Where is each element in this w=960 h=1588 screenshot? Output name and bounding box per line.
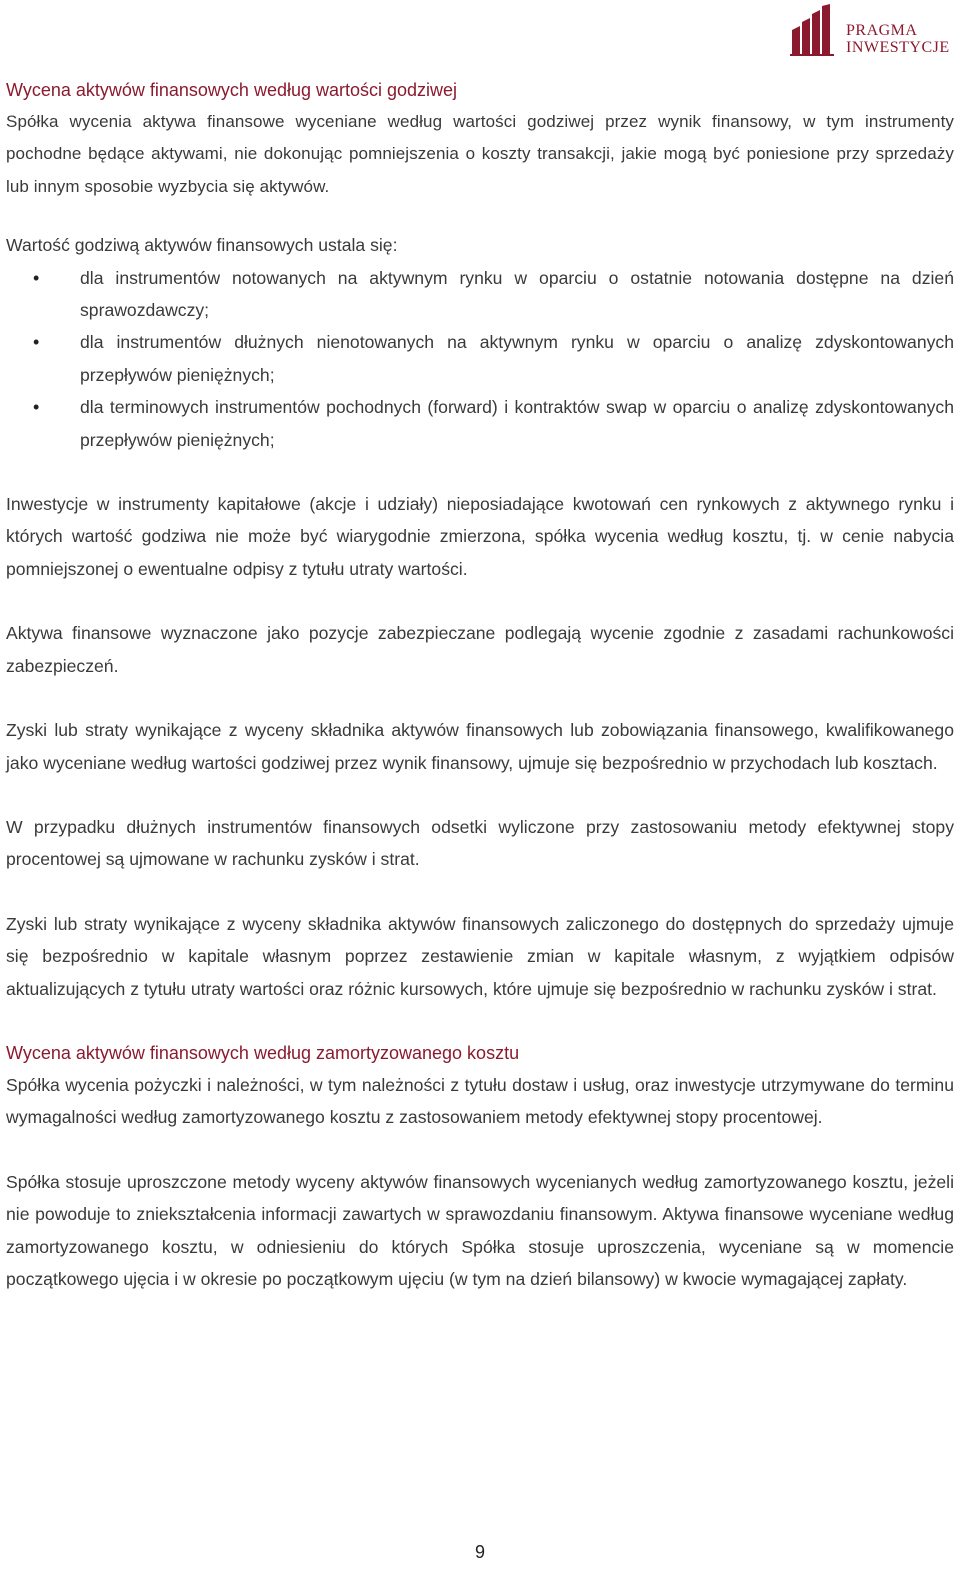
logo-line-2: INWESTYCJE — [846, 39, 950, 56]
logo-wordmark — [846, 22, 950, 56]
valuation-methods-list — [6, 262, 954, 456]
paragraph-gains-losses-afs: Zyski lub straty wynikające z wyceny składnika aktywów finansowych zaliczonego do dostępnych do sprzedaży ujmuje się bezpośrednio w kapitale własnym poprzez zestawienie zmian w kapitale własnym, z wyjątkiem odpisów aktualizujących z tytułu utraty wartości oraz różnic kursowych, które ujmuje się bezpośrednio w rachunku zysków i strat. — [6, 913, 954, 999]
logo-line-1: PRAGMA — [846, 22, 918, 39]
paragraph-equity-instruments: Inwestycje w instrumenty kapitałowe (akcje i udziały) nieposiadające kwotowań cen rynkowych z aktywnego rynku i których wartość godziwa nie może być wiarygodnie zmierzona, spółka wycenia według kosztu, tj. w cenie nabycia pomniejszonej o ewentualne odpisy z tytułu utraty wartości. — [6, 494, 954, 579]
paragraph-amortized-intro: Spółka wycenia pożyczki i należności, w tym należności z tytułu dostaw i usług, oraz inwestycje utrzymywane do terminu wymagalności według zamortyzowanego kosztu z zastosowaniem metody efektywnej stopy procentowej. — [6, 1074, 954, 1128]
page-number: 9 — [474, 1542, 485, 1562]
paragraph-hedged-items: Aktywa finansowe wyznaczone jako pozycje zabezpieczane podlegają wycenie zgodnie z zasadami rachunkowości zabezpieczeń. — [6, 623, 954, 676]
paragraph-fair-value-intro: Spółka wycenia aktywa finansowe wyceniane według wartości godziwej przez wynik finansowy, w tym instrumenty pochodne będące aktywami, nie dokonując pomniejszenia o koszty transakcji, jakie mogą być poniesione przy sprzedaży lub innym sposobie wyzbycia się aktywów. — [6, 112, 954, 196]
paragraph-simplified-methods: Spółka stosuje uproszczone metody wyceny aktywów finansowych wycenianych według zamortyzowanego kosztu, jeżeli nie powoduje to zniekształcenia informacji zawartych w sprawozdaniu finansowym. Aktywa finansowe wyceniane według zamortyzowanego kosztu, w odniesieniu do których Spółka stosuje uproszczenia, wyceniane są w momencie początkowego ujęcia i w okresie po początkowym ujęciu (w tym na dzień bilansowy) w kwocie wymagającej zapłaty. — [6, 1171, 954, 1289]
list-item-text: dla instrumentów notowanych na aktywnym rynku w oparciu o ostatnie notowania dostępne na dzień sprawozdawczy; — [80, 267, 954, 321]
paragraph-interest: W przypadku dłużnych instrumentów finansowych odsetki wyliczone przy zastosowaniu metody efektywnej stopy procentowej są ujmowane w rachunku zysków i strat. — [6, 816, 954, 870]
list-item-text: dla instrumentów dłużnych nienotowanych na aktywnym rynku w oparciu o analizę zdyskontowanych przepływów pieniężnych; — [80, 332, 954, 385]
section-heading-amortized-cost: Wycena aktywów finansowych według zamortyzowanego kosztu — [6, 1042, 520, 1063]
paragraph-list-intro: Wartość godziwą aktywów finansowych ustala się: — [6, 235, 398, 256]
list-item — [6, 262, 954, 327]
bullet-icon: • — [33, 332, 40, 353]
list-item-text: dla terminowych instrumentów pochodnych (forward) i kontraktów swap w oparciu o analizę zdyskontowanych przepływów pieniężnych; — [80, 397, 954, 450]
section-heading-fair-value: Wycena aktywów finansowych według wartości godziwej — [6, 80, 458, 100]
logo-bars-icon — [790, 4, 842, 56]
main-content — [6, 74, 954, 1295]
bullet-icon: • — [33, 267, 40, 288]
company-logo — [790, 2, 958, 60]
list-item — [6, 326, 954, 391]
bullet-icon: • — [33, 397, 40, 418]
list-item — [6, 391, 954, 456]
paragraph-gains-losses-pl: Zyski lub straty wynikające z wyceny składnika aktywów finansowych lub zobowiązania finansowego, kwalifikowanego jako wyceniane według wartości godziwej przez wynik finansowy, ujmuje się bezpośrednio w przychodach lub kosztach. — [6, 720, 954, 773]
